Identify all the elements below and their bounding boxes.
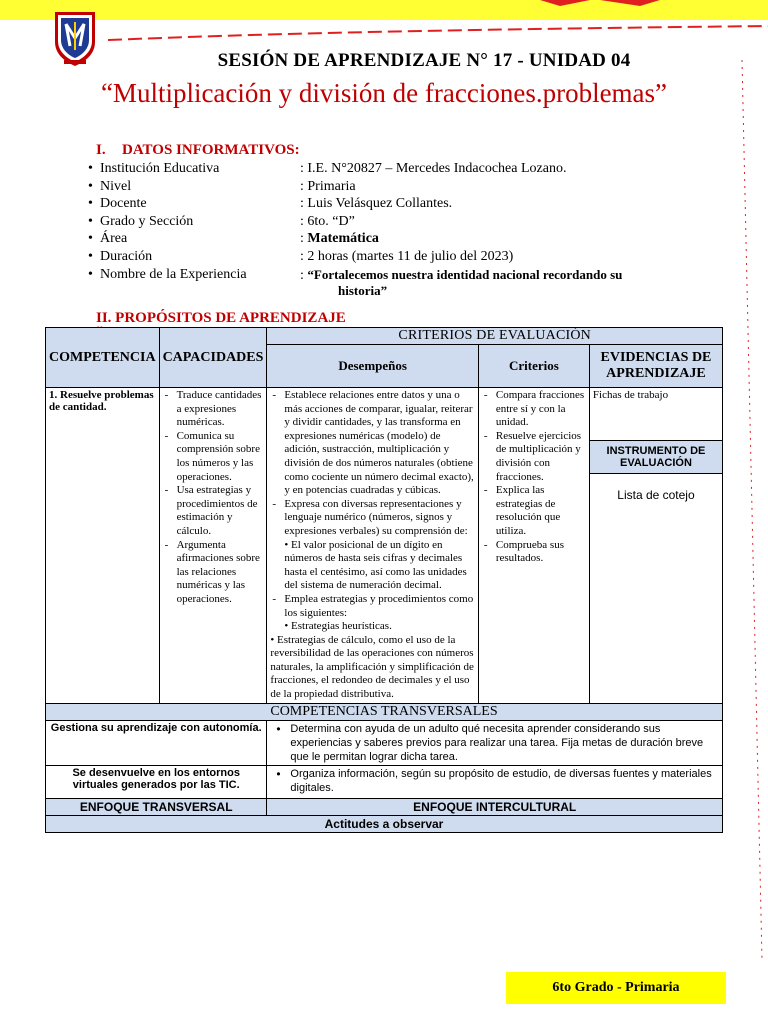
list-item: - Usa estrategias y procedimientos de estimación y cálculo. bbox=[163, 484, 264, 538]
info-value: : 6to. “D” bbox=[300, 213, 355, 229]
list-item: - Comprueba sus resultados. bbox=[482, 539, 586, 566]
header-desempenos: Desempeños bbox=[267, 345, 478, 388]
section-title: DATOS INFORMATIVOS: bbox=[122, 142, 300, 158]
value-bold: “Fortalecemos nuestra identidad nacional recordando su bbox=[307, 266, 623, 282]
trans1-description: • Determina con ayuda de un adulto qué necesita aprender considerando sus experiencias y saberes previos para realizar una tarea. Fija metas de duración breve que le permitan lograr dicha tarea. bbox=[270, 722, 719, 764]
value-bold: Matemática bbox=[307, 231, 379, 247]
instrumento-value: Lista de cotejo bbox=[589, 474, 722, 704]
list-item: - Argumenta afirmaciones sobre las relaciones numéricas y las operaciones. bbox=[163, 539, 264, 607]
list-item: - Resuelve ejercicios de multiplicación y división con fracciones. bbox=[482, 430, 586, 484]
header-criterios-evaluacion: CRITERIOS DE EVALUACIÓN bbox=[267, 328, 723, 345]
page-title: SESIÓN DE APRENDIZAJE N° 17 - UNIDAD 04 bbox=[217, 50, 631, 71]
transversales-title: COMPETENCIAS TRANSVERSALES bbox=[46, 703, 723, 720]
list-item: - Expresa con diversas representaciones y lenguaje numérico (números, signos y expresiones verbales) su comprensión de: bbox=[270, 498, 474, 539]
list-subitem: • Estrategias heurísticas. bbox=[284, 620, 392, 633]
value-prefix: : bbox=[300, 267, 308, 283]
top-decoration bbox=[0, 0, 768, 20]
info-value: : Primaria bbox=[300, 178, 356, 194]
info-label: Institución Educativa bbox=[100, 161, 220, 176]
cell-desempenos bbox=[267, 388, 478, 704]
info-label: Área bbox=[100, 231, 128, 247]
header-competencia: COMPETENCIA bbox=[46, 328, 160, 388]
list-item: - Traduce cantidades a expresiones numéricas. bbox=[163, 389, 264, 430]
info-value-continuation: historia” bbox=[338, 282, 388, 298]
info-label: Nivel bbox=[100, 178, 132, 194]
table-row bbox=[46, 388, 723, 441]
table-header-row bbox=[46, 328, 723, 345]
bullet-icon: • bbox=[88, 161, 93, 176]
actitudes-observar: Actitudes a observar bbox=[46, 815, 723, 832]
session-subtitle: “Multiplicación y división de fracciones.problemas” bbox=[100, 78, 668, 108]
table-row bbox=[46, 815, 723, 832]
bullet-icon: • bbox=[88, 231, 93, 247]
cell-criterios bbox=[478, 388, 589, 704]
info-label: Nombre de la Experiencia bbox=[100, 266, 247, 282]
info-value: : Luis Velásquez Collantes. bbox=[300, 196, 453, 212]
learning-purposes-table bbox=[45, 327, 723, 833]
info-value bbox=[300, 230, 379, 248]
instrumento-label: INSTRUMENTO DE EVALUACIÓN bbox=[589, 441, 722, 474]
info-label: Docente bbox=[100, 196, 147, 212]
bullet-icon: • bbox=[88, 266, 93, 282]
enfoque-intercultural: ENFOQUE INTERCULTURAL bbox=[267, 798, 723, 815]
section-title: II. PROPÓSITOS DE APRENDIZAJE bbox=[96, 310, 346, 326]
capacidades-list bbox=[163, 389, 264, 607]
enfoque-transversal: ENFOQUE TRANSVERSAL bbox=[46, 798, 267, 815]
trans1-competencia: Gestiona su aprendizaje con autonomía. bbox=[46, 720, 267, 765]
value-prefix: : bbox=[300, 231, 308, 247]
trans2-desc-cell bbox=[267, 765, 723, 798]
table-row bbox=[46, 798, 723, 815]
bullet-icon: • bbox=[88, 178, 93, 194]
desempenos-list bbox=[270, 389, 474, 702]
cell-competencia: 1. Resuelve problemas de cantidad. bbox=[46, 388, 160, 704]
trans2-competencia: Se desenvuelve en los entornos virtuales generados por las TIC. bbox=[46, 765, 267, 798]
list-item: - Emplea estrategias y procedimientos como los siguientes: bbox=[270, 593, 474, 620]
header-evidencias: EVIDENCIAS DE APRENDIZAJE bbox=[589, 345, 722, 388]
section-datos-informativos bbox=[96, 142, 300, 159]
bullet-icon: • bbox=[88, 248, 93, 264]
criterios-list bbox=[482, 389, 586, 566]
table-row bbox=[46, 720, 723, 765]
info-value: : I.E. N°20827 – Mercedes Indacochea Lozano. bbox=[300, 161, 567, 176]
list-item: - Explica las estrategias de resolución que utiliza. bbox=[482, 484, 586, 538]
table-row bbox=[46, 703, 723, 720]
header-capacidades: CAPACIDADES bbox=[159, 328, 267, 388]
bullet-icon: • bbox=[88, 213, 93, 229]
trans1-desc-cell bbox=[267, 720, 723, 765]
list-subitem: • El valor posicional de un dígito en números de hasta seis cifras y decimales hasta el centésimo, así como las unidades del sistema de numeración decimal. bbox=[284, 538, 467, 592]
list-item: - Establece relaciones entre datos y una o más acciones de comparar, igualar, reiterar y dividir cantidades, y las transforma en expresiones numéricas (modelo) de adición, sustracción, multiplicación y división de dos números naturales (obtiene como cociente un número decimal exacto), y en potencias cuadradas y cúbicas. bbox=[270, 389, 474, 498]
list-item: - Comunica su comprensión sobre los números y las operaciones. bbox=[163, 430, 264, 484]
cell-evidencia: Fichas de trabajo bbox=[589, 388, 722, 441]
info-label: Duración bbox=[100, 248, 153, 264]
table-row bbox=[46, 765, 723, 798]
list-item: - Compara fracciones entre sí y con la unidad. bbox=[482, 389, 586, 430]
header-criterios: Criterios bbox=[478, 345, 589, 388]
grade-footer-label: 6to Grado - Primaria bbox=[506, 972, 726, 1004]
info-value: : 2 horas (martes 11 de julio del 2023) bbox=[300, 248, 514, 264]
bullet-icon: • bbox=[88, 196, 93, 212]
cell-capacidades bbox=[159, 388, 267, 704]
section-number: I. bbox=[96, 142, 106, 158]
dashed-red-border bbox=[722, 60, 766, 960]
trans2-description: • Organiza información, según su propósito de estudio, de diversas fuentes y materiales digitales. bbox=[270, 767, 719, 795]
list-subitem: • Estrategias de cálculo, como el uso de la reversibilidad de las operaciones con números naturales, la amplificación y simplificación de fracciones, el redondeo de decimales y el uso de la propiedad distributiva. bbox=[270, 633, 474, 701]
info-label: Grado y Sección bbox=[100, 213, 194, 229]
